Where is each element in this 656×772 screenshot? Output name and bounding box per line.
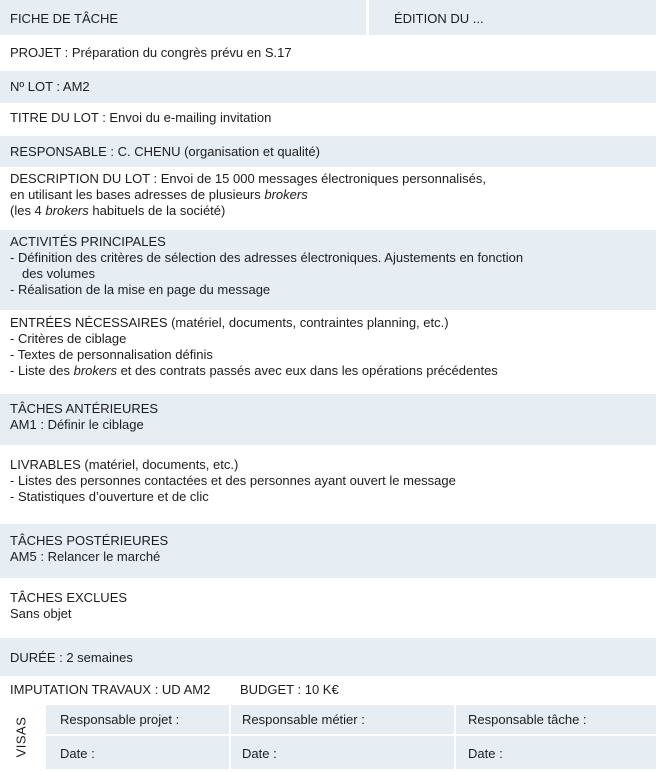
activities-row	[0, 230, 656, 310]
visas-block	[0, 705, 656, 769]
visas-label: VISAS	[13, 716, 29, 758]
sheet-title: FICHE DE TÂCHE	[10, 11, 119, 26]
next-tasks-row	[0, 524, 656, 578]
edition-date: ÉDITION DU ...	[394, 11, 484, 26]
header-separator	[366, 0, 369, 35]
next-tasks-value: AM5 : Relancer le marché	[10, 549, 161, 564]
sheet-header	[0, 0, 656, 35]
deliverables-title: LIVRABLES (matériel, documents, etc.)	[10, 457, 239, 472]
lot-number-text: Nº LOT : AM2	[10, 79, 90, 94]
visa-task-date: Date :	[456, 736, 656, 769]
project-text: PROJET : Préparation du congrès prévu en S.17	[10, 45, 292, 60]
visa-project-manager: Responsable projet :	[46, 705, 229, 734]
excluded-tasks-row	[0, 578, 656, 638]
visa-project-date: Date :	[46, 736, 229, 769]
previous-tasks-title: TÂCHES ANTÉRIEURES	[10, 401, 159, 416]
deliverables-item-1: - Listes des personnes contactées et des personnes ayant ouvert le message	[10, 473, 456, 488]
lot-title-row	[0, 103, 656, 136]
deliverables-row	[0, 445, 656, 524]
responsible-text: RESPONSABLE : C. CHENU (organisation et qualité)	[10, 144, 320, 159]
imputation-text: IMPUTATION TRAVAUX : UD AM2	[10, 682, 211, 697]
lot-title-text: TITRE DU LOT : Envoi du e-mailing invitation	[10, 110, 272, 125]
visas-label-cell	[0, 705, 43, 769]
previous-tasks-row	[0, 394, 656, 445]
imputation-row	[0, 676, 656, 705]
excluded-tasks-title: TÂCHES EXCLUES	[10, 590, 128, 605]
duration-row	[0, 638, 656, 676]
activities-title: ACTIVITÉS PRINCIPALES	[10, 234, 166, 249]
activities-item-1: - Définition des critères de sélection des adresses électroniques. Ajustements en fonction	[10, 250, 524, 265]
inputs-row	[0, 310, 656, 394]
responsible-row	[0, 136, 656, 167]
project-row	[0, 38, 656, 71]
description-row	[0, 167, 656, 230]
activities-item-2: - Réalisation de la mise en page du message	[10, 282, 271, 297]
budget-text: BUDGET : 10 K€	[239, 682, 339, 697]
deliverables-item-2: - Statistiques d’ouverture et de clic	[10, 489, 209, 504]
activities-item-1-cont: des volumes	[22, 266, 95, 281]
inputs-item-3: - Liste des brokers et des contrats passés avec eux dans les opérations précédentes	[10, 363, 498, 378]
description-line-2: en utilisant les bases adresses de plusieurs brokers	[10, 187, 308, 202]
inputs-item-2: - Textes de personnalisation définis	[10, 347, 213, 362]
previous-tasks-value: AM1 : Définir le ciblage	[10, 417, 144, 432]
duration-text: DURÉE : 2 semaines	[10, 650, 133, 665]
excluded-tasks-value: Sans objet	[10, 606, 72, 621]
visa-business-manager: Responsable métier :	[231, 705, 454, 734]
inputs-title: ENTRÉES NÉCESSAIRES (matériel, documents, contraintes planning, etc.)	[10, 315, 449, 330]
description-line-1: DESCRIPTION DU LOT : Envoi de 15 000 messages électroniques personnalisés,	[10, 171, 486, 186]
next-tasks-title: TÂCHES POSTÉRIEURES	[10, 533, 169, 548]
description-line-3: (les 4 brokers habituels de la société)	[10, 203, 226, 218]
inputs-item-1: - Critères de ciblage	[10, 331, 127, 346]
lot-number-row	[0, 71, 656, 103]
visa-business-date: Date :	[231, 736, 454, 769]
visa-task-manager: Responsable tâche :	[456, 705, 656, 734]
